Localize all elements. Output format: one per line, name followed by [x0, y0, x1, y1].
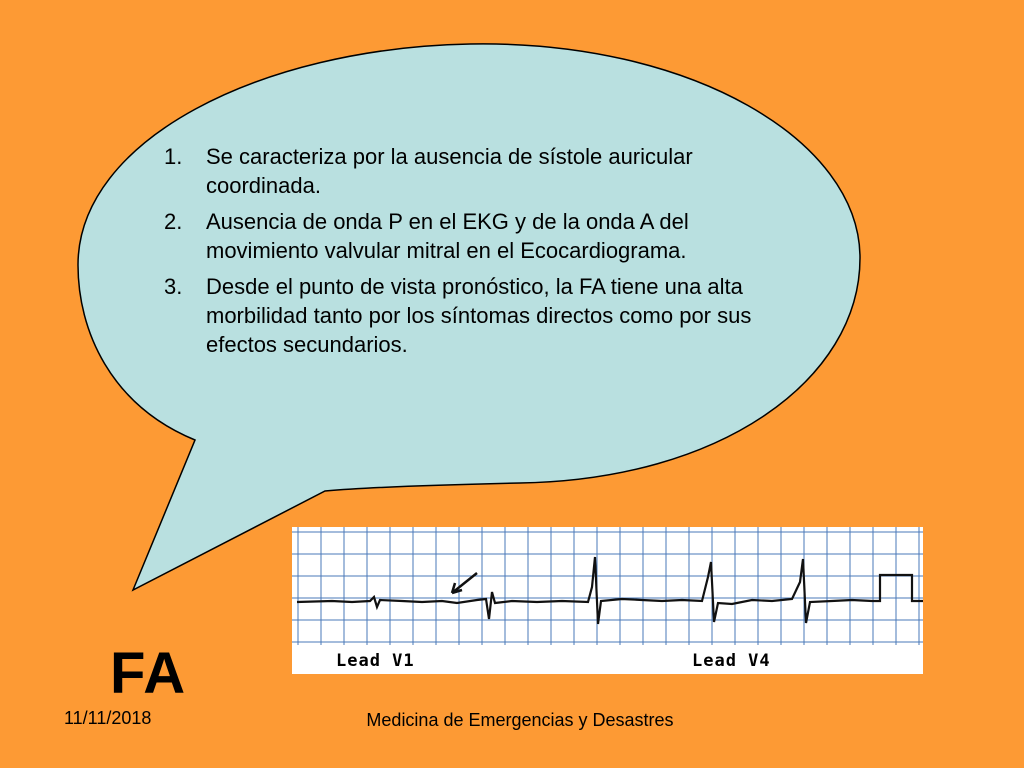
footer-date: 11/11/2018	[64, 708, 152, 728]
list-item-text: Se caracteriza por la ausencia de sístole auricular coordinada.	[206, 144, 693, 198]
list-item-number: 3.	[164, 274, 183, 299]
ekg-strip	[292, 527, 923, 674]
list-item	[164, 272, 794, 359]
list-item	[164, 142, 794, 200]
list-item-text: Ausencia de onda P en el EKG y de la onda A del movimiento valvular mitral en el Ecocardiograma.	[206, 209, 689, 263]
points-list	[164, 142, 794, 359]
footer-title: Medicina de Emergencias y Desastres	[366, 710, 674, 730]
slide-title: FA	[110, 641, 187, 706]
list-item-text: Desde el punto de vista pronóstico, la FA tiene una alta morbilidad tanto por los síntomas directos como por sus efectos secundarios.	[206, 274, 752, 357]
list-item-number: 2.	[164, 209, 183, 234]
lead-v4-label: Lead V4	[692, 651, 771, 671]
list-item-number: 1.	[164, 144, 183, 169]
bubble-text	[164, 142, 794, 366]
list-item	[164, 207, 794, 265]
ekg-waveform	[297, 557, 923, 624]
lead-v1-label: Lead V1	[336, 651, 415, 671]
